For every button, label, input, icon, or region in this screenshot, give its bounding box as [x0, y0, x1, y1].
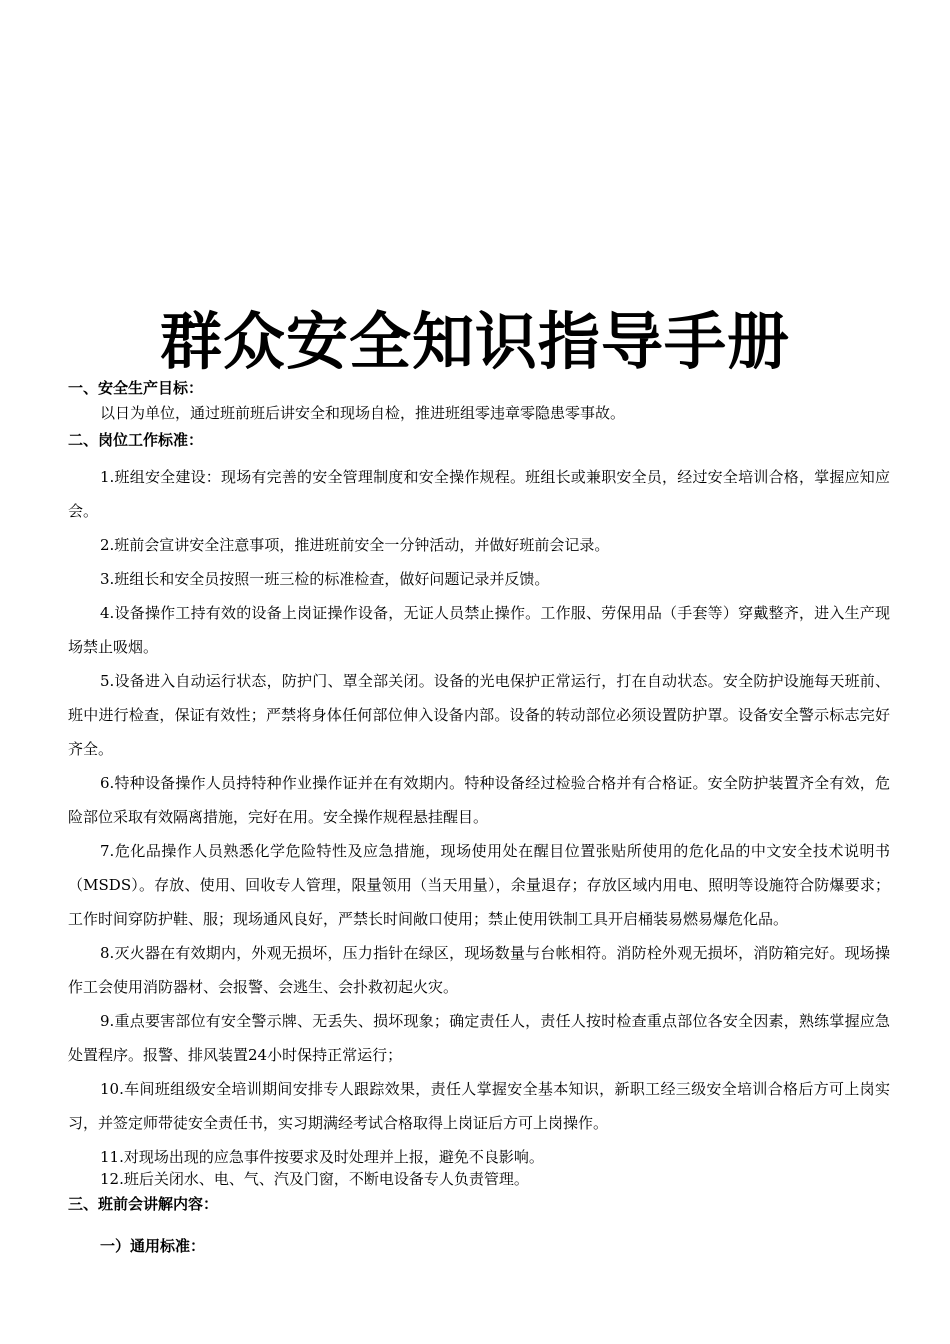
- standard-item-3: 3.班组长和安全员按照一班三检的标准检查，做好问题记录并反馈。: [100, 570, 550, 588]
- section-heading-briefing: 三、班前会讲解内容：: [68, 1195, 219, 1213]
- subsection-heading-general: 一）通用标准：: [100, 1237, 206, 1255]
- standard-item-2: 2.班前会宣讲安全注意事项，推进班前安全一分钟活动，并做好班前会记录。: [100, 536, 610, 554]
- standard-item-1: 1.班组安全建设：现场有完善的安全管理制度和安全操作规程。班组长或兼职安全员，经过安全培训合格，掌握应知应会。: [68, 468, 890, 520]
- standard-item-11: 11.对现场出现的应急事件按要求及时处理并上报，避免不良影响。: [100, 1148, 544, 1166]
- document-body: [68, 376, 890, 1258]
- section-heading-goal: 一、安全生产目标：: [68, 379, 204, 397]
- standard-item-8: 8.灭火器在有效期内，外观无损坏，压力指针在绿区，现场数量与台帐相符。消防栓外观无损坏，消防箱完好。现场操作工会使用消防器材、会报警、会逃生、会扑救初起火灾。: [68, 944, 890, 996]
- section-goal-text: 以日为单位，通过班前班后讲安全和现场自检，推进班组零违章零隐患零事故。: [100, 404, 626, 422]
- standard-item-12: 12.班后关闭水、电、气、汽及门窗，不断电设备专人负责管理。: [100, 1170, 529, 1188]
- standard-item-5: 5.设备进入自动运行状态，防护门、罩全部关闭。设备的光电保护正常运行，打在自动状态。安全防护设施每天班前、班中进行检查，保证有效性；严禁将身体任何部位伸入设备内部。设备的转动部位必须设置防护罩。设备安全警示标志完好齐全。: [68, 672, 890, 758]
- standard-item-9: 9.重点要害部位有安全警示牌、无丢失、损坏现象；确定责任人，责任人按时检查重点部位各安全因素，熟练掌握应急处置程序。报警、排风装置24小时保持正常运行；: [68, 1012, 890, 1064]
- standard-item-7: 7.危化品操作人员熟悉化学危险特性及应急措施，现场使用处在醒目位置张贴所使用的危化品的中文安全技术说明书（MSDS）。存放、使用、回收专人管理，限量领用（当天用量），余量退存；存放区域内用电、照明等设施符合防爆要求；工作时间穿防护鞋、服；现场通风良好，严禁长时间敞口使用；禁止使用铁制工具开启桶装易燃易爆危化品。: [68, 842, 890, 928]
- standard-item-4: 4.设备操作工持有效的设备上岗证操作设备，无证人员禁止操作。工作服、劳保用品（手套等）穿戴整齐，进入生产现场禁止吸烟。: [68, 604, 890, 656]
- document-title: 群众安全知识指导手册: [159, 305, 790, 378]
- section-heading-job-standards: 二、岗位工作标准：: [68, 431, 204, 449]
- standard-item-10: 10.车间班组级安全培训期间安排专人跟踪效果，责任人掌握安全基本知识，新职工经三级安全培训合格后方可上岗实习，并签定师带徒安全责任书，实习期满经考试合格取得上岗证后方可上岗操作。: [68, 1080, 890, 1132]
- standard-item-6: 6.特种设备操作人员持特种作业操作证并在有效期内。特种设备经过检验合格并有合格证。安全防护装置齐全有效，危险部位采取有效隔离措施，完好在用。安全操作规程悬挂醒目。: [68, 774, 890, 826]
